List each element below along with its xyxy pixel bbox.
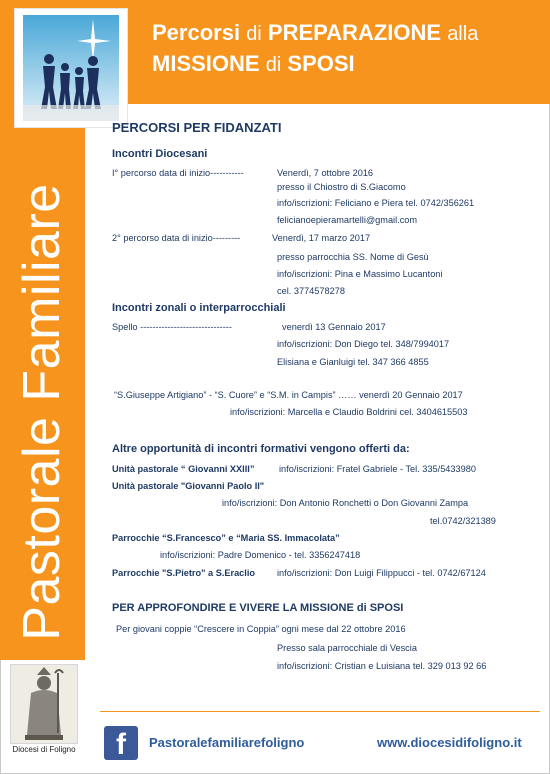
giuseppe-line: “S.Giuseppe Artigiano” - “S. Cuore” e “S.M. in Campis” …… venerdì 20 Gennaio 2017 bbox=[114, 390, 463, 400]
saint-image bbox=[10, 664, 78, 744]
course1-info: info/iscrizioni: Feliciano e Piera tel. 0742/356261 bbox=[277, 198, 475, 208]
section-fidanzati-title: PERCORSI PER FIDANZATI bbox=[112, 120, 282, 135]
course1-email[interactable]: felicianoepieramartelli@gmail.com bbox=[277, 215, 418, 225]
course2-label: 2° percorso data di inizio--------- bbox=[112, 233, 241, 243]
spello-label: Spello ------------------------------ bbox=[112, 322, 232, 332]
course2-place: presso parrocchia SS. Nome di Gesù bbox=[277, 252, 429, 262]
par2-info: info/iscrizioni: Don Luigi Filippucci - tel. 0742/67124 bbox=[277, 568, 486, 578]
up2-name: Unità pastorale "Giovanni Paolo II" bbox=[112, 481, 265, 491]
spello-info: info/iscrizioni: Don Diego tel. 348/7994017 bbox=[277, 339, 450, 349]
page-title bbox=[152, 18, 478, 80]
missione-line1: Per giovani coppie “Crescere in Coppia” ogni mese dal 22 ottobre 2016 bbox=[116, 624, 406, 634]
title-line-1: Percorsi di PREPARAZIONE alla bbox=[152, 20, 479, 45]
up1-info: info/iscrizioni: Fratel Gabriele - Tel. 335/5433980 bbox=[279, 464, 476, 474]
course1-date: Venerdì, 7 ottobre 2016 bbox=[277, 168, 374, 178]
facebook-page-link[interactable]: Pastoralefamiliarefoligno bbox=[149, 735, 305, 750]
giuseppe-info: info/iscrizioni: Marcella e Claudio Boldrini cel. 3404615503 bbox=[230, 407, 468, 417]
course1-label: I° percorso data di inizio----------- bbox=[112, 168, 244, 178]
website-link[interactable]: www.diocesidifoligno.it bbox=[377, 735, 522, 750]
missione-line2: Presso sala parrocchiale di Vescia bbox=[277, 643, 417, 653]
spello-contact2: Elisiana e Gianluigi tel. 347 366 4855 bbox=[277, 357, 429, 367]
facebook-icon[interactable]: f bbox=[104, 726, 138, 760]
spello-date: venerdì 13 Gennaio 2017 bbox=[282, 322, 386, 332]
footer-divider bbox=[100, 711, 540, 712]
par1-info: info/iscrizioni: Padre Domenico - tel. 3356247418 bbox=[160, 550, 361, 560]
par1-name: Parrocchie “S.Francesco” e “Maria SS. Immacolata” bbox=[112, 533, 340, 543]
up1-name: Unità pastorale “ Giovanni XXIII” bbox=[112, 464, 255, 474]
course1-place: presso il Chiostro di S.Giacomo bbox=[277, 182, 406, 192]
diocese-label: Diocesi di Foligno bbox=[12, 745, 76, 754]
par2-name: Parrocchie "S.Pietro" a S.Eraclio bbox=[112, 568, 256, 578]
section-opportunita-title: Altre opportunità di incontri formativi vengono offerti da: bbox=[112, 443, 410, 455]
zonali-heading: Incontri zonali o interparrocchiali bbox=[112, 302, 286, 314]
course2-date: Venerdì, 17 marzo 2017 bbox=[272, 233, 371, 243]
section-missione-title: PER APPROFONDIRE E VIVERE LA MISSIONE di SPOSI bbox=[112, 602, 404, 614]
diocesani-heading: Incontri Diocesani bbox=[112, 148, 208, 160]
up2-tel: tel.0742/321389 bbox=[430, 516, 496, 526]
course2-cel: cel. 3774578278 bbox=[277, 286, 345, 296]
missione-line3: info/iscrizioni: Cristian e Luisiana tel. 329 013 92 66 bbox=[277, 661, 487, 671]
side-title: Pastorale Familiare bbox=[13, 183, 71, 641]
course2-info: info/iscrizioni: Pina e Massimo Lucantoni bbox=[277, 269, 443, 279]
up2-info: info/iscrizioni: Don Antonio Ronchetti o Don Giovanni Zampa bbox=[222, 498, 469, 508]
title-line-2: MISSIONE di SPOSI bbox=[152, 51, 355, 76]
family-logo bbox=[14, 8, 128, 128]
